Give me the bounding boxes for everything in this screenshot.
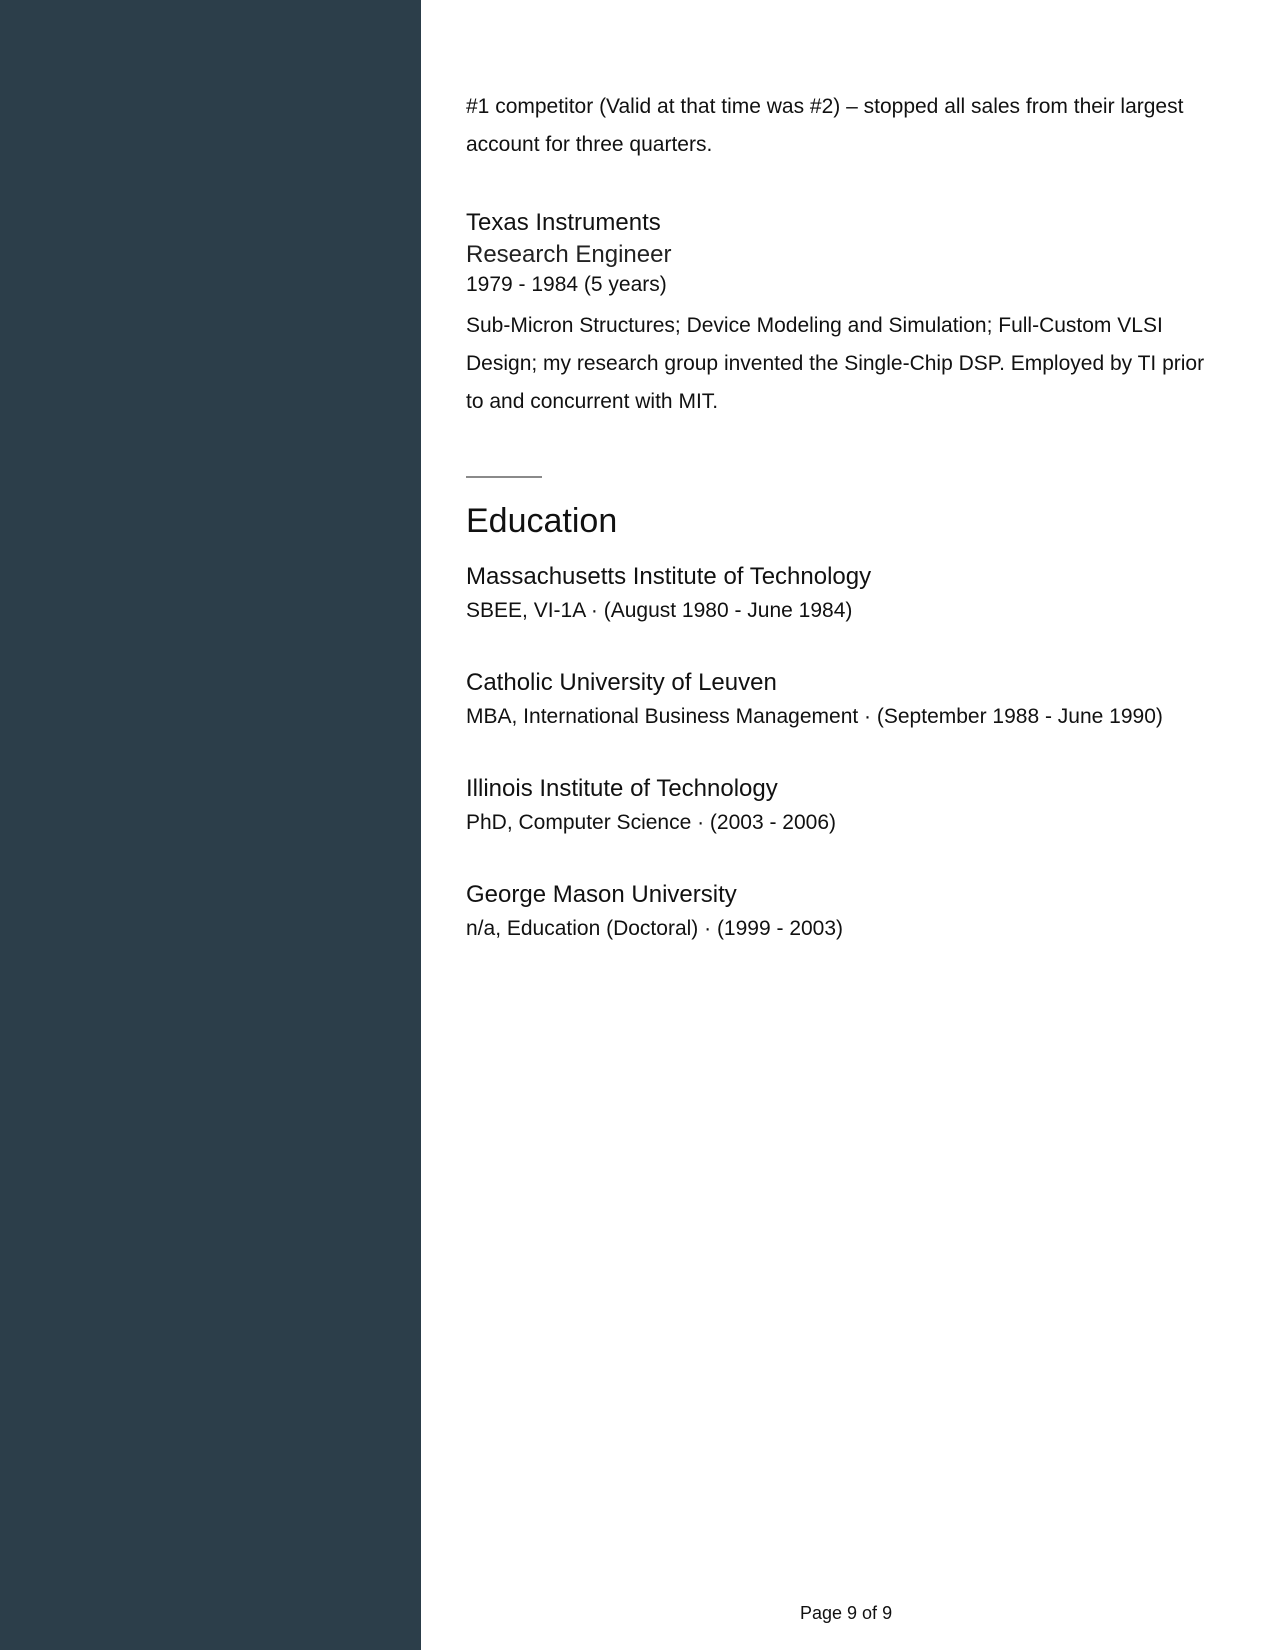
education-heading: Education <box>466 502 618 540</box>
education-degree: PhD, Computer Science · (2003 - 2006) <box>466 811 837 834</box>
continued-paragraph: #1 competitor (Valid at that time was #2) – stopped all sales from their largest account for three quarters. <box>466 95 1184 156</box>
sidebar-panel <box>0 0 421 1650</box>
job-dates: 1979 - 1984 (5 years) <box>466 273 667 296</box>
education-item-leuven <box>466 666 1246 772</box>
education-school: Illinois Institute of Technology <box>466 775 778 802</box>
education-list <box>466 560 1246 984</box>
education-school: Massachusetts Institute of Technology <box>466 563 872 590</box>
job-company: Texas Instruments <box>466 209 661 236</box>
education-item-iit <box>466 772 1246 878</box>
section-divider <box>466 476 542 478</box>
education-item-gmu <box>466 878 1246 984</box>
education-degree: n/a, Education (Doctoral) · (1999 - 2003) <box>466 917 844 940</box>
education-degree: MBA, International Business Management · (September 1988 - June 1990) <box>466 705 1163 728</box>
education-school: Catholic University of Leuven <box>466 669 777 696</box>
job-description: Sub-Micron Structures; Device Modeling and Simulation; Full-Custom VLSI Design; my research group invented the Single-Chip DSP. Employed by TI prior to and concurrent with MIT. <box>466 314 1205 413</box>
education-item-mit <box>466 560 1246 666</box>
education-school: George Mason University <box>466 881 737 908</box>
education-degree: SBEE, VI-1A · (August 1980 - June 1984) <box>466 599 853 622</box>
job-title: Research Engineer <box>466 241 672 268</box>
job-entry-texas-instruments <box>466 207 1226 421</box>
page-number: Page 9 of 9 <box>800 1603 893 1623</box>
